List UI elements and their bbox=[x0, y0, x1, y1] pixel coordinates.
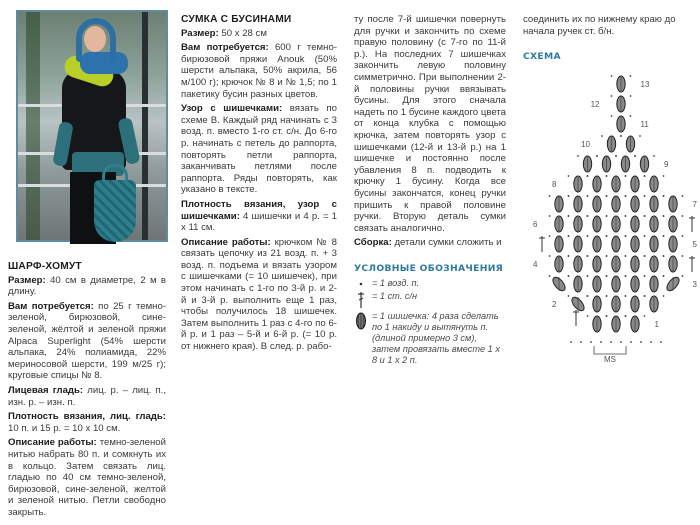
chain-dot-symbol bbox=[644, 175, 646, 177]
foundation-chain-dot bbox=[620, 341, 622, 343]
chain-dot-symbol bbox=[568, 215, 570, 217]
chain-dot-symbol bbox=[577, 155, 579, 157]
chain-dot-symbol bbox=[549, 235, 551, 237]
chain-dot-symbol bbox=[568, 235, 570, 237]
scarf-work bbox=[8, 437, 166, 518]
chain-dot-symbol bbox=[606, 175, 608, 177]
chain-dot-symbol bbox=[663, 255, 665, 257]
chain-dot-symbol bbox=[644, 315, 646, 317]
value: 4 шишечки и 4 р. = 1 х 11 см. bbox=[181, 210, 337, 234]
chain-dot-symbol bbox=[644, 255, 646, 257]
value: крючком № 8 связать цепочку из 21 возд. п. + 3 возд. п. подъема и вязать узором с шишечками (= 10 шишечек), при этом начинать с 1-го по 3-й р. и 2-й и 3-й р. выполнить еще 1 раз, чтобы получилось 18 шишечек. Затем выполнить 1 раз с 4-го по 6-й р. и 1 раз – 5-й и 6-й р. (= 10 р. от нижнего края). В след. р. рабо- bbox=[181, 236, 337, 353]
chain-dot-symbol bbox=[611, 95, 613, 97]
repeat-label: MS bbox=[604, 355, 616, 364]
photo-background-pillar bbox=[142, 12, 148, 240]
chain-dot-symbol bbox=[653, 155, 655, 157]
label: Размер: bbox=[8, 274, 46, 286]
chain-dot-symbol bbox=[606, 195, 608, 197]
chain-dot-symbol bbox=[587, 295, 589, 297]
value: детали сумки сложить и bbox=[391, 237, 502, 249]
row-number-label: 10 bbox=[581, 140, 590, 149]
bag-section bbox=[181, 14, 337, 356]
scheme-title: СХЕМА bbox=[523, 51, 561, 63]
label: Плотность вязания, узор с шишечками: bbox=[181, 198, 337, 222]
chain-dot-symbol bbox=[625, 235, 627, 237]
chain-dot-symbol bbox=[682, 195, 684, 197]
row-number-label: 13 bbox=[640, 80, 650, 89]
chain-dot-symbol bbox=[549, 255, 551, 257]
value: соединить их по нижнему краю до начала ручек ст. б/н. bbox=[523, 14, 676, 37]
bobble-icon bbox=[354, 311, 368, 331]
label: Узор с шишечками: bbox=[181, 103, 283, 115]
chain-dot-symbol bbox=[663, 215, 665, 217]
chain-dot-symbol bbox=[663, 295, 665, 297]
chain-dot-symbol bbox=[663, 175, 665, 177]
chain-dot-symbol bbox=[639, 135, 641, 137]
chain-dot-symbol bbox=[625, 255, 627, 257]
label: Плотность вязания, лиц. гладь: bbox=[8, 411, 166, 423]
bag-work bbox=[181, 237, 337, 353]
photo-bag bbox=[94, 180, 136, 242]
chain-dot-symbol bbox=[620, 135, 622, 137]
chain-dot-symbol bbox=[587, 175, 589, 177]
chain-dot-symbol bbox=[682, 275, 684, 277]
chain-dot-symbol bbox=[682, 215, 684, 217]
chain-dot-symbol bbox=[596, 155, 598, 157]
bag-assembly-continued bbox=[523, 14, 693, 37]
row-number-label: 5 bbox=[692, 240, 697, 249]
foundation-chain-dot bbox=[600, 341, 602, 343]
chain-dot-symbol bbox=[587, 195, 589, 197]
chain-dot-symbol bbox=[568, 255, 570, 257]
chain-dot-symbol bbox=[682, 235, 684, 237]
value: ту после 7-й шишечки повернуть для ручки и закончить по схеме правую половину (с 7-го по 11-й р.). На последних 7 шишечках закончить левую половину симметрично. При выполнении 2-й половины ручки ввязывать бусины. Для этого сначала надеть по 1 бусине каждого цвета от конца клубка с помощью крючка, затем повторять узор с шишечками (12-й и 13-й р.) на 1 шишечке и постоянно после убавления 8 п. подводить к крючку 1 бусину. Когда все бусины закончатся, конец ручки пришить к правой половине ручки. Вторую деталь сумки связать аналогично. bbox=[354, 14, 506, 234]
chain-dot-symbol bbox=[549, 215, 551, 217]
chain-dot-symbol bbox=[568, 295, 570, 297]
foundation-chain-dot bbox=[570, 341, 572, 343]
chain-dot-symbol bbox=[644, 295, 646, 297]
chain-dot-symbol bbox=[682, 255, 684, 257]
chain-dot-symbol bbox=[625, 315, 627, 317]
value: 50 х 28 см bbox=[218, 27, 267, 39]
value: 600 г темно-бирюзовой пряжи Anouk (50% шерсти альпака, 50% акрила, 56 м/100 г); крючок № 8 и № 1,5; по 1 пакетику бусин разных цветов. bbox=[181, 42, 337, 100]
bag-title: СУМКА С БУСИНАМИ bbox=[181, 14, 292, 25]
label: Вам потребуется: bbox=[181, 42, 269, 54]
scheme-section bbox=[523, 14, 693, 63]
chain-dot-symbol bbox=[625, 175, 627, 177]
chain-dot-symbol bbox=[606, 275, 608, 277]
row-number-label: 9 bbox=[664, 160, 669, 169]
chain-dot-symbol bbox=[606, 315, 608, 317]
scarf-materials bbox=[8, 301, 166, 382]
chain-dot-symbol bbox=[606, 235, 608, 237]
row-number-label: 6 bbox=[533, 220, 538, 229]
row-number-label: 8 bbox=[552, 180, 557, 189]
chain-dot-symbol bbox=[625, 215, 627, 217]
chain-dot-symbol bbox=[549, 195, 551, 197]
photo-background-pillar bbox=[26, 12, 40, 240]
chain-dot-symbol bbox=[611, 75, 613, 77]
label: Лицевая гладь: bbox=[8, 384, 84, 396]
row-number-label: 1 bbox=[654, 320, 659, 329]
chain-dot-symbol bbox=[601, 135, 603, 137]
legend-title: УСЛОВНЫЕ ОБОЗНАЧЕНИЯ bbox=[354, 262, 504, 274]
value: по 25 г темно-зеленой, бирюзовой, сине-зеленой, жёлтой и зеленой пряжи Alpaca Superlight (54% шерсти альпака, 24% полиамида, 22% мериносовой шерсти, 199 м/25 г); круговые спицы № 8. bbox=[8, 300, 166, 382]
chain-dot-icon bbox=[354, 278, 368, 288]
foundation-chain-dot bbox=[590, 341, 592, 343]
chain-dot-symbol bbox=[568, 175, 570, 177]
chain-dot-symbol bbox=[549, 275, 551, 277]
chain-dot-symbol bbox=[625, 295, 627, 297]
chain-dot-symbol bbox=[568, 275, 570, 277]
chain-dot-symbol bbox=[587, 215, 589, 217]
bag-materials bbox=[181, 42, 337, 100]
chain-dot-symbol bbox=[587, 275, 589, 277]
scarf-section bbox=[8, 261, 166, 521]
value: вязать по схеме B. Каждый ряд начинать с 3 возд. п. вместо 1-го ст. с/н. До 6-го р. начинать с петель до раппорта, повторять петли раппорта, заканчивать петлями после раппорта. Ряды повторять, как указано в тексте. bbox=[181, 103, 338, 196]
foundation-chain-dot bbox=[640, 341, 642, 343]
value: лиц. р. – лиц. п., изн. р. – изн. п. bbox=[8, 384, 166, 408]
chain-dot-symbol bbox=[611, 115, 613, 117]
row-number-label: 11 bbox=[640, 120, 649, 129]
chain-dot-symbol bbox=[634, 155, 636, 157]
chain-dot-symbol bbox=[568, 195, 570, 197]
crochet-scheme-diagram bbox=[516, 62, 696, 362]
chain-dot-symbol bbox=[615, 155, 617, 157]
value: 40 см в диаметре, 2 м в длину. bbox=[8, 274, 166, 298]
label: Вам потребуется: bbox=[8, 300, 94, 312]
double-crochet-icon bbox=[354, 291, 368, 309]
row-number-label: 12 bbox=[590, 100, 600, 109]
bag-pattern bbox=[181, 103, 337, 196]
chain-dot-symbol bbox=[606, 295, 608, 297]
chain-dot-symbol bbox=[630, 115, 632, 117]
chain-dot-symbol bbox=[625, 275, 627, 277]
bag-work-continued bbox=[354, 14, 506, 234]
chain-dot-symbol bbox=[606, 215, 608, 217]
legend-text: = 1 шишечка: 4 раза сделать по 1 накиду и вытянуть п. (длиной примерно 3 см), затем провязать вместе 1 х 8 и 1 х 2 п. bbox=[372, 311, 500, 366]
chain-dot-symbol bbox=[663, 195, 665, 197]
legend-item bbox=[354, 311, 506, 366]
legend-item bbox=[354, 291, 506, 309]
chain-dot-symbol bbox=[630, 75, 632, 77]
legend-text: = 1 ст. с/н bbox=[372, 291, 418, 302]
row-number-label: 4 bbox=[533, 260, 538, 269]
repeat-bracket bbox=[594, 346, 626, 354]
bag-gauge bbox=[181, 199, 337, 234]
label: Описание работы: bbox=[8, 437, 97, 449]
value: темно-зеленой нитью набрать 80 п. и сомкнуть их в кольцо. Затем связать лиц. гладью по 40 см темно-зеленой, бирюзовой, сине-зеленой, желтой и зеленой нитью. Петли свободно закрыть. bbox=[8, 437, 167, 518]
row-number-label: 3 bbox=[692, 280, 697, 289]
chain-dot-symbol bbox=[587, 255, 589, 257]
chain-dot-symbol bbox=[587, 235, 589, 237]
photo-face bbox=[84, 26, 106, 52]
scarf-stitch bbox=[8, 385, 166, 408]
chain-dot-symbol bbox=[644, 195, 646, 197]
bag-assembly bbox=[354, 237, 506, 249]
chain-dot-symbol bbox=[587, 315, 589, 317]
chain-dot-symbol bbox=[630, 95, 632, 97]
foundation-chain-dot bbox=[610, 341, 612, 343]
row-number-label: 7 bbox=[692, 200, 697, 209]
scarf-gauge bbox=[8, 411, 166, 434]
chain-dot-symbol bbox=[606, 255, 608, 257]
legend-text: = 1 возд. п. bbox=[372, 278, 420, 289]
row-number-label: 2 bbox=[552, 300, 557, 309]
bag-size bbox=[181, 28, 337, 40]
foundation-chain-dot bbox=[650, 341, 652, 343]
bag-section-continued bbox=[354, 14, 506, 368]
label: Сборка: bbox=[354, 237, 392, 249]
chain-dot-symbol bbox=[663, 275, 665, 277]
label: Размер: bbox=[181, 27, 219, 39]
chain-dot-symbol bbox=[644, 235, 646, 237]
foundation-chain-dot bbox=[580, 341, 582, 343]
scarf-size bbox=[8, 275, 166, 298]
chain-dot-symbol bbox=[644, 275, 646, 277]
legend-item bbox=[354, 278, 506, 289]
label: Описание работы: bbox=[181, 236, 271, 248]
chain-dot-symbol bbox=[625, 195, 627, 197]
scarf-title: ШАРФ-ХОМУТ bbox=[8, 261, 82, 272]
chain-dot-symbol bbox=[663, 235, 665, 237]
foundation-chain-dot bbox=[660, 341, 662, 343]
value: 10 п. и 15 р. = 10 х 10 см. bbox=[8, 422, 121, 434]
model-photo bbox=[16, 10, 168, 242]
foundation-chain-dot bbox=[630, 341, 632, 343]
chain-dot-symbol bbox=[644, 215, 646, 217]
